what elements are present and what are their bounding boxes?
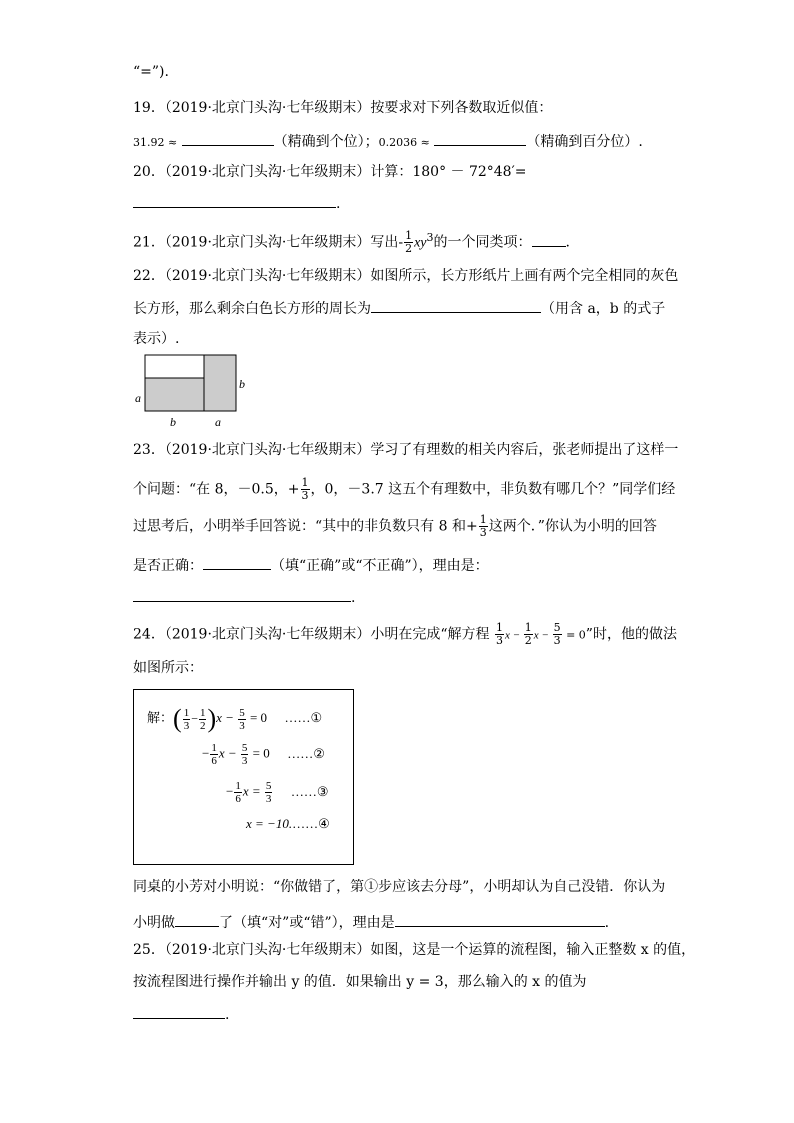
xiaofang-comment: 同桌的小芳对小明说：“你做错了，第①步应该去分母”，小明却认为自己没错．你认为 <box>133 879 666 895</box>
question-25-text: 25．（2019·北京门头沟·七年级期末）如图，这是一个运算的流程图，输入正整数 x 的值， <box>133 942 696 958</box>
answer-blank[interactable] <box>133 193 336 208</box>
x-minus: x − <box>216 710 238 726</box>
xiaoming-answer-tail: 这两个．”你认为小明的回答 <box>488 518 657 535</box>
minus-sign: − <box>202 745 210 761</box>
fraction-1-2: $\frac{1}{2}$ <box>199 706 206 732</box>
answer-blank[interactable] <box>395 912 605 927</box>
answer-blank[interactable] <box>532 232 566 247</box>
line-quote-end: “=”). <box>133 64 169 80</box>
solution-step-3 <box>226 780 329 805</box>
fraction-1-6: $\frac{1}{6}$ <box>211 742 217 767</box>
fraction-5-3: $\frac{5}{3}$ <box>239 706 245 732</box>
question-24-tail: ”时，他的做法 <box>585 626 677 643</box>
question-22-line2 <box>133 298 665 319</box>
x-equals-minus-ten: x = −10. <box>246 816 293 831</box>
number-list-start: 个问题：“在 8，－0.5，+ <box>133 481 300 498</box>
question-21-text <box>133 228 570 255</box>
label-b-right: b <box>239 377 245 391</box>
minus-sign: - <box>398 234 404 251</box>
x-minus: x − <box>504 629 523 642</box>
is-correct-prompt: 是否正确： <box>133 558 203 574</box>
right-paren: ) <box>207 704 217 733</box>
number-list-end: ，0，－3.7 这五个有理数中，非负数有哪几个？”同学们经 <box>310 481 676 498</box>
question-23-line3 <box>133 514 657 539</box>
gray-rectangle-right <box>204 355 236 411</box>
solution-label: 解： <box>147 711 174 727</box>
answer-blank[interactable] <box>434 131 526 146</box>
xiaoming-answer: 过思考后，小明举手回答说：“其中的非负数只有 8 和+ <box>133 518 478 535</box>
answer-blank[interactable] <box>182 131 274 146</box>
question-23-text: 23．（2019·北京门头沟·七年级期末）学习了有理数的相关内容后，张老师提出了这样一 <box>133 442 679 458</box>
question-20-text: 20．（2019·北京门头沟·七年级期末）计算：180° － 72°48′= <box>133 164 527 180</box>
solution-step-2 <box>202 742 325 767</box>
question-23-line2 <box>133 477 675 502</box>
question-19-body <box>133 131 643 153</box>
reason-prompt: 了（填“对”或“错”），理由是 <box>219 915 395 931</box>
minus-sign: − <box>226 783 234 799</box>
question-24-line2: 如图所示： <box>133 660 203 676</box>
x-equals: x = <box>242 783 264 799</box>
label-a-bottom: a <box>215 415 221 429</box>
equals-zero: = 0 <box>246 710 268 726</box>
value-31-92: 31.92 ≈ <box>133 136 178 149</box>
answer-blank[interactable] <box>133 1004 225 1019</box>
question-21-tail: 的一个同类项： <box>433 234 532 251</box>
fraction-1-3: $\frac{1}{3}$ <box>183 706 190 732</box>
equals-zero: = 0 <box>249 745 270 761</box>
question-24-text <box>133 622 677 647</box>
question-22-perimeter: 长方形，那么剩余白色长方形的周长为 <box>133 301 371 317</box>
rectangle-figure <box>130 350 260 430</box>
x-minus: x − <box>218 745 240 761</box>
fraction-1-2: $\frac{1}{2}$ <box>524 621 532 647</box>
question-22-hint: （用含 a，b 的式子 <box>541 301 666 317</box>
exponent: 3 <box>426 231 434 244</box>
step-marker-1: ……① <box>284 710 323 726</box>
equals-zero: = 0 <box>562 628 586 642</box>
fraction-5-3: $\frac{5}{3}$ <box>265 780 272 805</box>
fraction-1-6: $\frac{1}{6}$ <box>235 780 241 805</box>
answer-blank[interactable] <box>175 912 219 927</box>
precision-note: （精确到百分位）. <box>526 134 643 150</box>
question-23-line4 <box>133 555 489 576</box>
answer-blank[interactable] <box>133 587 351 602</box>
answer-blank[interactable] <box>203 555 271 570</box>
fraction-one-third: $\frac{1}{3}$ <box>479 513 487 539</box>
period: . <box>565 234 570 251</box>
question-25-line2: 按流程图进行操作并输出 y 的值．如果输出 y = 3，那么输入的 x 的值为 <box>133 974 587 990</box>
fraction-5-3: $\frac{5}{3}$ <box>553 621 561 647</box>
question-24-intro: 24．（2019·北京门头沟·七年级期末）小明在完成“解方程 <box>133 626 490 643</box>
step-marker-3: ……③ <box>290 783 329 799</box>
left-paren: ( <box>173 704 182 733</box>
term-xy: xy <box>414 235 427 251</box>
question-20-answer <box>133 193 340 214</box>
fraction-5-3: $\frac{5}{3}$ <box>241 742 248 767</box>
period: . <box>225 1007 230 1023</box>
period: . <box>336 196 341 212</box>
label-b-bottom: b <box>170 415 176 429</box>
answer-blank[interactable] <box>371 298 541 313</box>
label-a-left: a <box>135 391 141 405</box>
period: . <box>604 915 610 931</box>
question-19-text: 19．（2019·北京门头沟·七年级期末）按要求对下列各数取近似值： <box>133 100 553 116</box>
xiaoming-did: 小明做 <box>133 915 175 931</box>
step-marker-2: ……② <box>287 745 325 761</box>
step-marker-4: ……④ <box>292 816 330 831</box>
gray-rectangle-bottom <box>145 378 204 411</box>
solution-step-1: 解：( $\frac{1}{3}$ − $\frac{1}{2}$ )x − $\frac{5}{3}$ = 0 ……① <box>147 704 323 733</box>
period: . <box>351 590 356 606</box>
question-22-line3: 表示）. <box>133 331 180 347</box>
question-21-intro: 21．（2019·北京门头沟·七年级期末）写出 <box>133 234 399 251</box>
question-22-text: 22．（2019·北京门头沟·七年级期末）如图所示，长方形纸片上画有两个完全相同的灰色 <box>133 268 679 284</box>
question-23-reason <box>133 587 355 608</box>
solution-step-4 <box>246 816 330 833</box>
x-minus: x − <box>533 629 552 642</box>
fraction-one-third: $\frac{1}{3}$ <box>301 476 309 502</box>
reason-prompt: （填“正确”或“不正确”），理由是： <box>271 558 489 574</box>
value-0-2036: 0.2036 ≈ <box>378 136 430 149</box>
solution-box <box>133 689 354 865</box>
fraction-half: $\frac{1}{2}$ <box>405 229 413 256</box>
fraction-1-3: $\frac{1}{3}$ <box>495 621 503 647</box>
xiaoming-judgement <box>133 912 609 933</box>
precision-note: （精确到个位）； <box>273 134 379 150</box>
question-25-answer <box>133 1004 229 1025</box>
